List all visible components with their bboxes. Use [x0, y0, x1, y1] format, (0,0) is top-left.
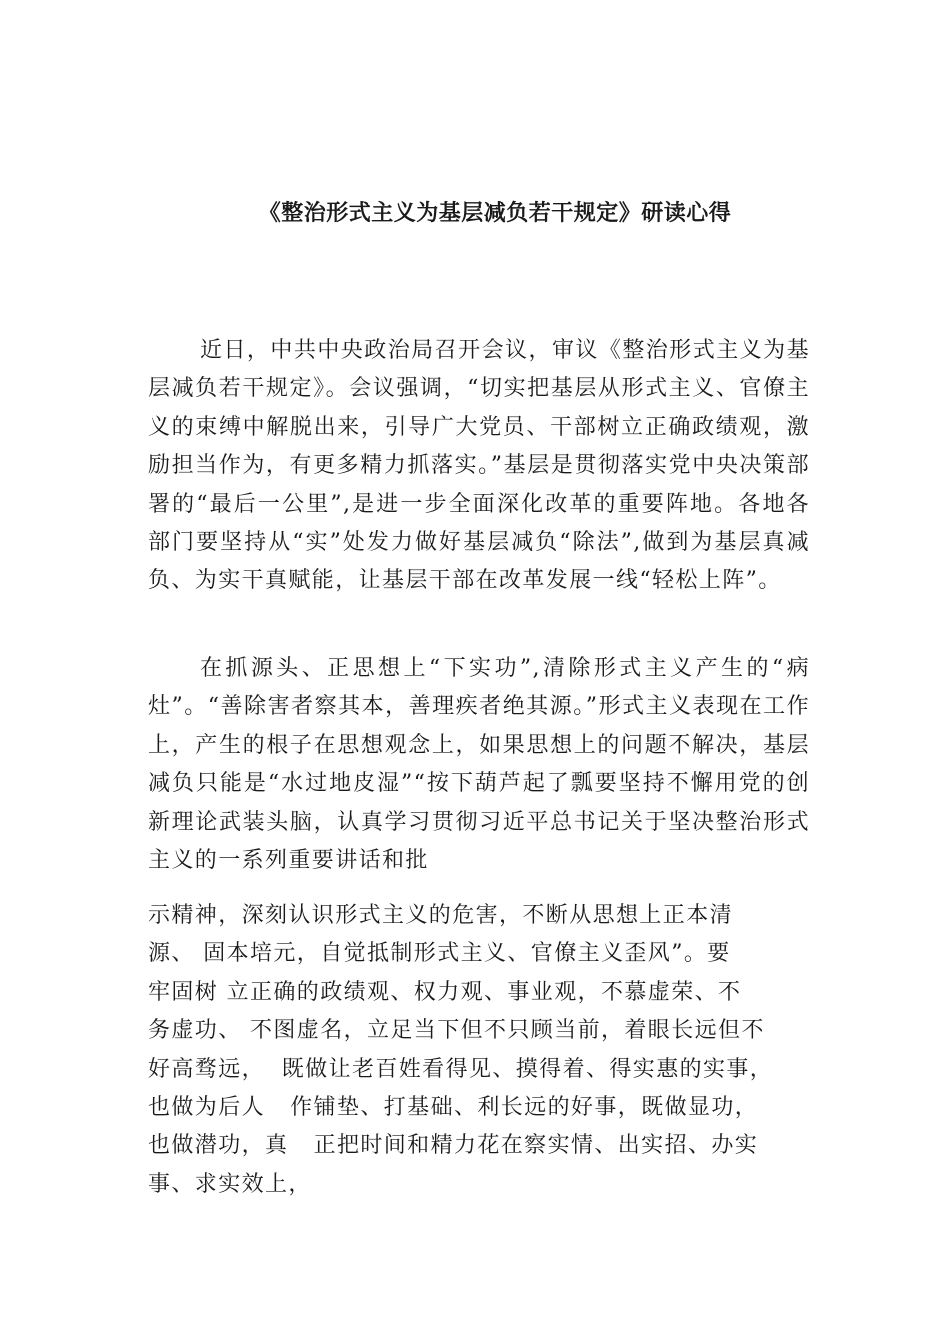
paragraph-2: 在抓源头、正思想上“下实功”,清除形式主义产生的“病灶”。“善除害者察其本，善理疾者绝其源。”形式主义表现在工作上，产生的根子在思想观念上，如果思想上的问题不解决，基层减负只能是“水过地皮湿”“按下葫芦起了瓢要坚持不懈用党的创新理论武装头脑，认真学习贯彻习近平总书记关于坚决整治形式主义的一系列重要讲话和批: [148, 656, 810, 874]
paragraph-1: 近日，中共中央政治局召开会议，审议《整治形式主义为基层减负若干规定》。会议强调，“切实把基层从形式主义、官僚主义的束缚中解脱出来，引导广大党员、干部树立正确政绩观，激励担当作为，有更多精力抓落实。”基层是贯彻落实党中央决策部署的“最后一公里”,是进一步全面深化改革的重要阵地。各地各部门要坚持从“实”处发力做好基层减负“除法”,做到为基层真减负、为实干真赋能，让基层干部在改革发展一线“轻松上阵”。: [148, 338, 810, 594]
document-title: 《整治形式主义为基层减负若干规定》研读心得: [258, 201, 732, 226]
paragraph-3: 示精神，深刻认识形式主义的危害，不断从思想上正本清 源、 固本培元，自觉抵制形式主义、官僚主义歪风”。要 牢固树 立正确的政绩观、权力观、事业观，不慕虚荣、不 务虚功、 不图虚名，立足当下但不只顾当前，着眼长远但不 好高骛远， 既做让老百姓看得见、摸得着、得实惠的实事， 也做为后人 作铺垫、打基础、利长远的好事，既做显功， 也做潜功，真 正把时间和精力花在察实情、出实招、办实 事、求实效上，: [148, 903, 774, 1197]
